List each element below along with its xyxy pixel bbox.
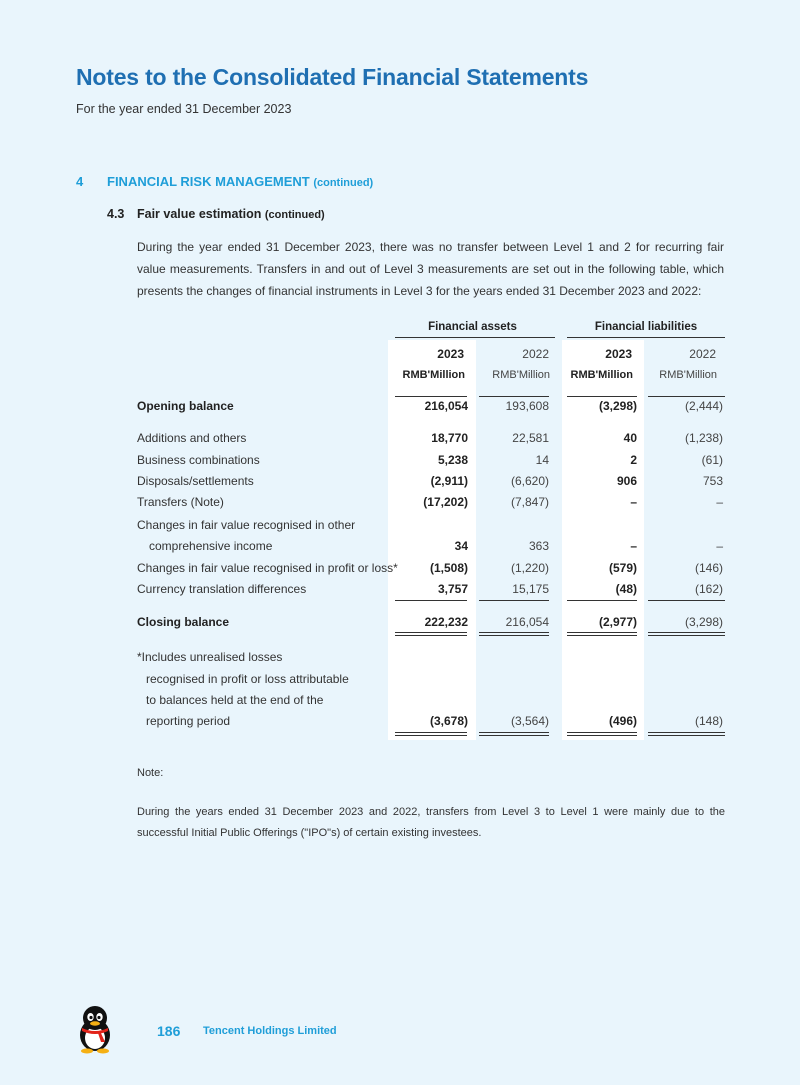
cell-value: 5,238 [437, 453, 468, 467]
rule-closing-double [395, 632, 467, 636]
cell-value: 906 [616, 474, 637, 488]
rule-closing-top [479, 600, 549, 601]
row-label: recognised in profit or loss attributable [146, 672, 349, 686]
rule-closing-top [395, 600, 467, 601]
row-label: Changes in fair value recognised in profit or loss* [137, 561, 398, 575]
rule-closing-double [648, 632, 725, 636]
rule-closing-top [648, 600, 725, 601]
row-label: Business combinations [137, 453, 260, 467]
cell-value: 2 [630, 453, 637, 467]
penguin-icon [74, 1004, 116, 1054]
rule-closing-double [567, 632, 637, 636]
cell-value: (7,847) [510, 495, 549, 509]
section-continued: (continued) [313, 177, 374, 189]
rule-closing-top [567, 600, 637, 601]
cell-value: (48) [615, 582, 637, 596]
unit-assets-2023: RMB'Million [402, 369, 465, 381]
cell-value: 15,175 [512, 582, 549, 596]
year-liabilities-2023: 2023 [605, 347, 632, 361]
cell-value: – [716, 495, 723, 509]
subsection-number: 4.3 [107, 207, 125, 221]
page-subtitle: For the year ended 31 December 2023 [76, 102, 292, 116]
row-label: to balances held at the end of the [146, 693, 324, 707]
note-label: Note: [137, 767, 164, 779]
cell-value: – [630, 495, 637, 509]
rule-reporting-double [479, 732, 549, 736]
section-title-text: FINANCIAL RISK MANAGEMENT [107, 174, 310, 189]
note-text: During the years ended 31 December 2023 and 2022, transfers from Level 3 to Level 1 were mainly due to the successful Initial Public Offerings ("IPO"s) of certain existing investees. [137, 806, 725, 839]
rule-reporting-double [395, 732, 467, 736]
row-label: Opening balance [137, 399, 234, 413]
cell-value: (3,564) [510, 714, 549, 728]
group-header-assets: Financial assets [428, 321, 517, 333]
cell-value: (2,444) [684, 399, 723, 413]
cell-value: 363 [528, 539, 549, 553]
group-header-liabilities: Financial liabilities [594, 321, 698, 333]
row-label: reporting period [146, 714, 231, 728]
cell-value: – [630, 539, 637, 553]
group-line-liabilities [567, 337, 725, 338]
subsection-continued: (continued) [264, 209, 325, 221]
cell-value: – [716, 539, 723, 553]
year-assets-2023: 2023 [437, 347, 464, 361]
rule-opening-top [648, 396, 725, 397]
section-number: 4 [76, 174, 84, 189]
cell-value: (2,977) [598, 615, 637, 629]
rule-reporting-double [567, 732, 637, 736]
cell-value: (2,911) [430, 474, 468, 488]
cell-value: (146) [694, 561, 723, 575]
cell-value: (496) [608, 714, 637, 728]
cell-value: (17,202) [423, 495, 468, 509]
cell-value: 3,757 [437, 582, 468, 596]
cell-value: (162) [694, 582, 723, 596]
cell-value: (3,678) [429, 714, 468, 728]
rule-opening-top [567, 396, 637, 397]
company-name: Tencent Holdings Limited [203, 1025, 337, 1037]
unit-liabilities-2022: RMB'Million [659, 369, 717, 381]
year-assets-2022: 2022 [522, 347, 549, 361]
row-label: Disposals/settlements [137, 474, 254, 488]
cell-value: 216,054 [505, 615, 549, 629]
cell-value: 22,581 [512, 431, 549, 445]
cell-value: 14 [535, 453, 549, 467]
cell-value: (579) [608, 561, 637, 575]
rule-opening-top [395, 396, 467, 397]
row-label: Changes in fair value recognised in other [137, 518, 356, 532]
row-label: *Includes unrealised losses [137, 650, 283, 664]
section-title [107, 174, 373, 189]
cell-value: 34 [454, 539, 468, 553]
page-title: Notes to the Consolidated Financial Statements [76, 64, 589, 90]
cell-value: (1,238) [684, 431, 723, 445]
cell-value: (3,298) [684, 615, 723, 629]
cell-value: 753 [702, 474, 723, 488]
row-label: Additions and others [137, 431, 247, 445]
unit-liabilities-2023: RMB'Million [570, 369, 633, 381]
cell-value: 222,232 [424, 615, 468, 629]
cell-value: (6,620) [510, 474, 549, 488]
row-label: comprehensive income [149, 539, 273, 553]
cell-value: (61) [701, 453, 723, 467]
rule-closing-double [479, 632, 549, 636]
cell-value: 216,054 [424, 399, 468, 413]
page-number: 186 [157, 1023, 181, 1039]
cell-value: 40 [623, 431, 637, 445]
cell-value: (148) [694, 714, 723, 728]
rule-opening-top [479, 396, 549, 397]
year-liabilities-2022: 2022 [689, 347, 716, 361]
group-line-assets [395, 337, 555, 338]
cell-value: (1,220) [510, 561, 549, 575]
row-label: Transfers (Note) [137, 495, 224, 509]
cell-value: 18,770 [431, 431, 468, 445]
intro-paragraph: During the year ended 31 December 2023, there was no transfer between Level 1 and 2 for recurring fair value measurements. Transfers in and out of Level 3 measurements are set out in the following table, which presents the changes of financial instruments in Level 3 for the years ended 31 December 2023 and 2022: [137, 240, 724, 298]
rule-reporting-double [648, 732, 725, 736]
cell-value: (3,298) [598, 399, 637, 413]
cell-value: 193,608 [505, 399, 549, 413]
row-label: Currency translation differences [137, 582, 307, 596]
row-label: Closing balance [137, 615, 230, 629]
subsection-title [137, 207, 325, 221]
subsection-title-text: Fair value estimation [137, 207, 262, 221]
cell-value: (1,508) [429, 561, 468, 575]
unit-assets-2022: RMB'Million [492, 369, 550, 381]
